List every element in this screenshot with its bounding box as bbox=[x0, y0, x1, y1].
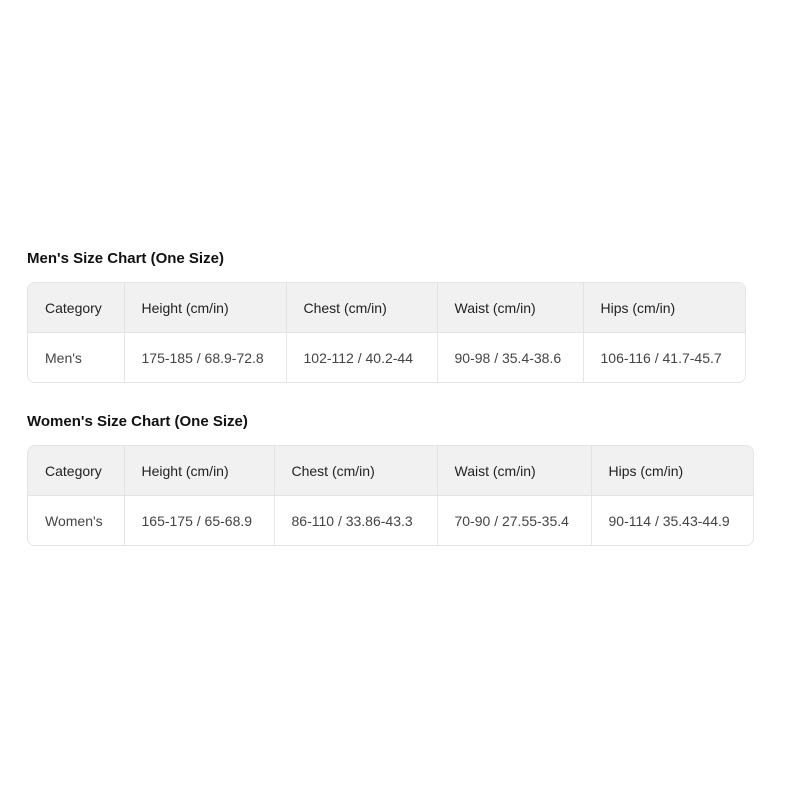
cell-chest: 102-112 / 40.2-44 bbox=[286, 333, 437, 383]
header-chest: Chest (cm/in) bbox=[274, 446, 437, 496]
mens-size-chart-title: Men's Size Chart (One Size) bbox=[27, 250, 224, 267]
header-category: Category bbox=[28, 283, 124, 333]
table-header-row bbox=[28, 446, 753, 496]
cell-waist: 90-98 / 35.4-38.6 bbox=[437, 333, 583, 383]
mens-size-table bbox=[27, 282, 746, 383]
cell-height: 175-185 / 68.9-72.8 bbox=[124, 333, 286, 383]
header-waist: Waist (cm/in) bbox=[437, 283, 583, 333]
header-height: Height (cm/in) bbox=[124, 446, 274, 496]
womens-size-table bbox=[27, 445, 754, 546]
cell-category: Women's bbox=[28, 496, 124, 546]
header-hips: Hips (cm/in) bbox=[583, 283, 745, 333]
womens-size-chart-title: Women's Size Chart (One Size) bbox=[27, 413, 248, 430]
header-hips: Hips (cm/in) bbox=[591, 446, 753, 496]
cell-height: 165-175 / 65-68.9 bbox=[124, 496, 274, 546]
cell-chest: 86-110 / 33.86-43.3 bbox=[274, 496, 437, 546]
header-height: Height (cm/in) bbox=[124, 283, 286, 333]
table-row bbox=[28, 333, 745, 383]
cell-hips: 106-116 / 41.7-45.7 bbox=[583, 333, 745, 383]
cell-hips: 90-114 / 35.43-44.9 bbox=[591, 496, 753, 546]
table-row bbox=[28, 496, 753, 546]
cell-waist: 70-90 / 27.55-35.4 bbox=[437, 496, 591, 546]
cell-category: Men's bbox=[28, 333, 124, 383]
header-category: Category bbox=[28, 446, 124, 496]
header-chest: Chest (cm/in) bbox=[286, 283, 437, 333]
table-header-row bbox=[28, 283, 745, 333]
header-waist: Waist (cm/in) bbox=[437, 446, 591, 496]
